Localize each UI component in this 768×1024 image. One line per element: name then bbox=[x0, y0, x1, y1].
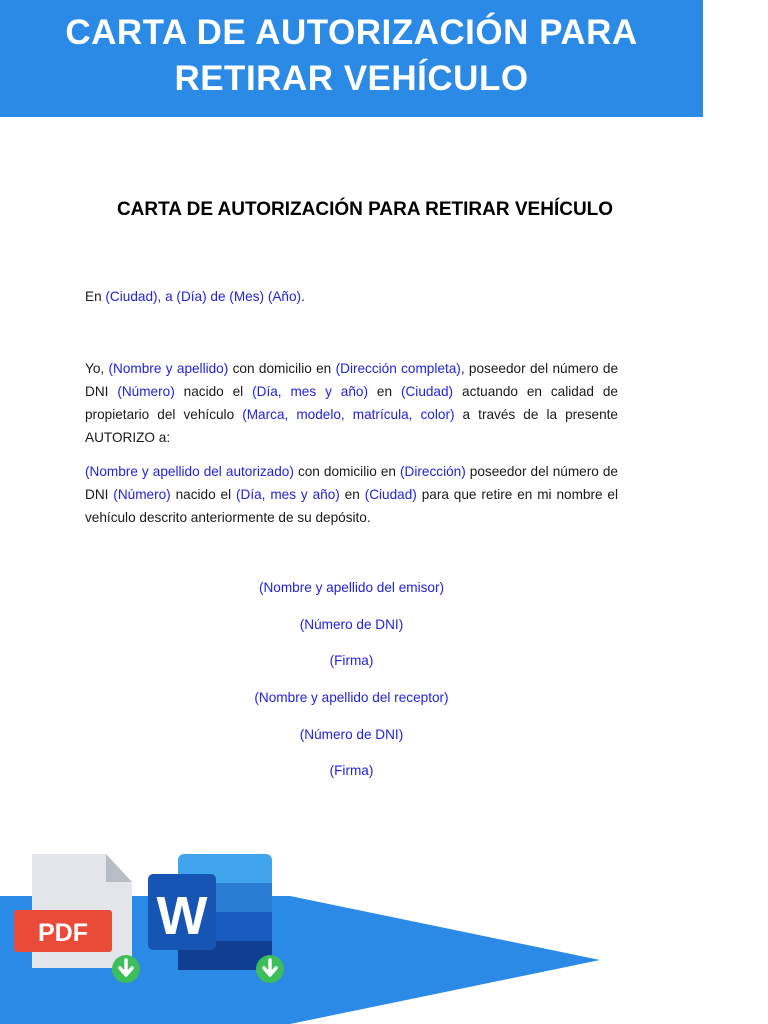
signature-issuer-name: (Nombre y apellido del emisor) bbox=[258, 580, 445, 595]
placeholder-owner-city: (Ciudad) bbox=[400, 384, 454, 399]
signature-issuer-sign: (Firma) bbox=[329, 653, 374, 668]
placeholder-owner-address: (Dirección completa) bbox=[335, 361, 461, 376]
paragraph-owner bbox=[85, 357, 618, 449]
paragraph-text: con domicilio en bbox=[293, 464, 401, 479]
paragraph-text: a través de la presente AUTORIZO a: bbox=[85, 407, 618, 445]
placeholder-vehicle: (Marca, modelo, matrícula, color) bbox=[242, 407, 455, 422]
pdf-label: PDF bbox=[38, 919, 88, 947]
date-line-text: . bbox=[301, 289, 305, 304]
placeholder-authorized-birthdate: (Día, mes y año) bbox=[236, 487, 340, 502]
paragraph-text: nacido el bbox=[170, 487, 236, 502]
placeholder-authorized-dni: (Número) bbox=[113, 487, 171, 502]
signature-receiver-dni: (Número de DNI) bbox=[299, 727, 404, 742]
word-letter: W bbox=[156, 886, 208, 946]
date-placeholder: (Ciudad), a (Día) de (Mes) (Año) bbox=[105, 289, 302, 304]
date-line-text: En bbox=[85, 289, 106, 304]
paragraph-authorized bbox=[85, 460, 618, 529]
banner-title-line1: CARTA DE AUTORIZACIÓN PARA bbox=[65, 13, 638, 52]
pdf-download-icon[interactable] bbox=[14, 852, 144, 984]
placeholder-authorized-address: (Dirección) bbox=[400, 464, 466, 479]
paragraph-text: para que retire en mi nombre el vehículo descrito anteriormente de su depósito. bbox=[85, 487, 618, 525]
paragraph-text: en bbox=[368, 384, 401, 399]
placeholder-owner-name: (Nombre y apellido) bbox=[108, 361, 229, 376]
paragraph-text: Yo, bbox=[85, 361, 109, 376]
banner-title-line2: RETIRAR VEHÍCULO bbox=[174, 59, 529, 98]
paragraph-text: con domicilio en bbox=[228, 361, 336, 376]
header-banner bbox=[0, 0, 703, 117]
word-download-icon[interactable] bbox=[146, 852, 291, 984]
paragraph-text: en bbox=[339, 487, 365, 502]
placeholder-owner-dni: (Número) bbox=[117, 384, 175, 399]
paragraph-text: , poseedor del número de DNI bbox=[85, 361, 619, 399]
placeholder-authorized-city: (Ciudad) bbox=[364, 487, 417, 502]
paragraph-text: poseedor del número de DNI bbox=[85, 464, 618, 502]
paragraph-text: actuando en calidad de propietario del vehículo bbox=[85, 384, 618, 422]
banner-title bbox=[0, 10, 703, 102]
document-title: CARTA DE AUTORIZACIÓN PARA RETIRAR VEHÍCULO bbox=[116, 199, 614, 220]
signature-receiver-name: (Nombre y apellido del receptor) bbox=[254, 690, 449, 705]
placeholder-owner-birthdate: (Día, mes y año) bbox=[252, 384, 368, 399]
signature-receiver-sign: (Firma) bbox=[329, 763, 374, 778]
signature-issuer-dni: (Número de DNI) bbox=[299, 617, 404, 632]
paragraph-text: nacido el bbox=[174, 384, 253, 399]
date-line bbox=[85, 285, 618, 308]
placeholder-authorized-name: (Nombre y apellido del autorizado) bbox=[85, 464, 294, 479]
